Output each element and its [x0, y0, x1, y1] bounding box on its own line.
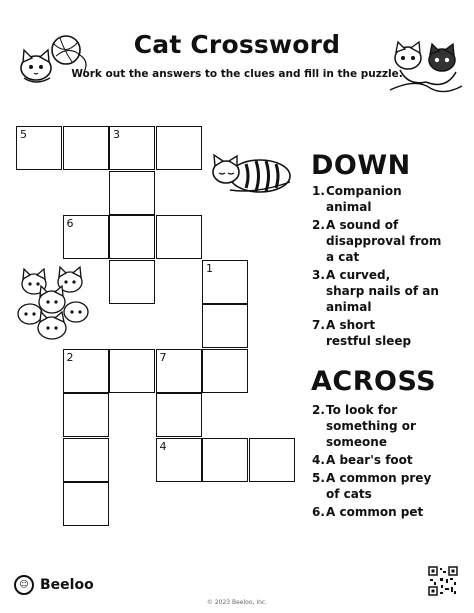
clue-line: animal [326, 300, 372, 314]
clue-item [312, 504, 472, 520]
copyright: © 2023 Beeloo, Inc. [206, 599, 268, 606]
clue-line: something or [326, 419, 416, 433]
crossword-cell[interactable] [109, 126, 155, 170]
crossword-cell[interactable] [202, 349, 248, 393]
beeloo-logo-icon: ☺ [14, 575, 34, 595]
clue-item [312, 470, 472, 502]
clue-item [312, 217, 472, 265]
clue-line: of cats [326, 487, 372, 501]
crossword-cell[interactable] [109, 215, 155, 259]
clue-line: A sound of [326, 218, 399, 232]
crossword-cell[interactable] [16, 126, 62, 170]
clue-number: 7 [159, 350, 167, 364]
clue-line: disapproval from [326, 234, 442, 248]
clue-item [312, 183, 472, 215]
crossword-cell[interactable] [156, 438, 202, 482]
crossword-cell[interactable] [202, 260, 248, 304]
clue-line: A curved, [326, 268, 391, 282]
clue-item-number: 5. [312, 471, 325, 485]
clue-number: 5 [20, 128, 27, 141]
crossword-cell[interactable] [156, 349, 202, 393]
crossword-cell[interactable] [156, 215, 202, 259]
clue-item-number: 6. [312, 505, 325, 519]
clue-item-number: 4. [312, 453, 325, 467]
clue-number: 1 [206, 261, 213, 275]
crossword-cell[interactable] [63, 215, 109, 259]
down-heading: DOWN [311, 150, 411, 181]
crossword-cell[interactable] [249, 438, 295, 482]
crossword-cell[interactable] [109, 171, 155, 215]
crossword-cell[interactable] [156, 126, 202, 170]
clue-item-number: 2. [312, 403, 325, 417]
clue-item [312, 267, 472, 315]
clue-item [312, 452, 472, 468]
crossword-cell[interactable] [63, 349, 109, 393]
page-subtitle: Work out the answers to the clues and fill in the puzzle. [71, 68, 403, 80]
across-heading: ACROSS [311, 366, 437, 397]
clue-line: sharp nails of an [326, 284, 439, 298]
qr-code-icon [428, 566, 458, 596]
clue-line: someone [326, 435, 387, 449]
clue-item-number: 3. [312, 268, 325, 282]
clue-number: 4 [159, 439, 167, 453]
crossword-cell[interactable] [63, 438, 109, 482]
clue-line: animal [326, 200, 372, 214]
clue-line: restful sleep [326, 334, 412, 348]
crossword-cell[interactable] [109, 349, 155, 393]
page-title: Cat Crossword [133, 30, 341, 59]
crossword-cell[interactable] [63, 126, 109, 170]
clue-number: 3 [113, 128, 120, 141]
clue-line: A short [326, 318, 376, 332]
clue-item-number: 7. [312, 318, 325, 332]
brand-logo[interactable] [14, 575, 94, 595]
clue-line: a cat [326, 250, 360, 264]
clue-item [312, 402, 472, 450]
clue-line: To look for [326, 403, 398, 417]
crossword-cell[interactable] [109, 260, 155, 304]
clue-item-number: 2. [312, 218, 325, 232]
clue-item-number: 1. [312, 184, 325, 198]
brand-name: Beeloo [40, 577, 94, 593]
crossword-cell[interactable] [202, 304, 248, 348]
clue-number: 2 [66, 350, 74, 364]
clue-line: A bear's foot [326, 453, 413, 467]
clue-line: A common pet [326, 505, 424, 519]
clue-item [312, 317, 472, 349]
clue-line: A common prey [326, 471, 432, 485]
crossword-cell[interactable] [202, 438, 248, 482]
crossword-cell[interactable] [156, 393, 202, 437]
crossword-cell[interactable] [63, 393, 109, 437]
clue-line: Companion [326, 184, 402, 198]
clue-number: 6 [66, 217, 74, 230]
crossword-cell[interactable] [63, 482, 109, 526]
